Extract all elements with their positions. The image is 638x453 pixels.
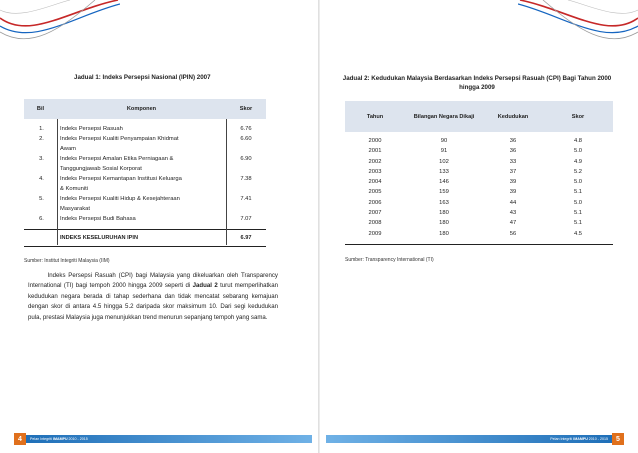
total-label: INDEKS KESELURUHAN IPIN [60,235,139,241]
cell-tahun: 2000 [368,138,382,144]
cell-skor: 5.1 [573,189,583,196]
table-row [24,204,266,214]
cell-kedudukan: 36 [509,148,517,155]
cell-kedudukan: 37 [509,168,517,175]
cell-bilangan: 146 [439,179,449,186]
cell-kedudukan: 36 [509,138,517,144]
cell-bil: 1. [39,126,44,132]
table-row [345,136,613,146]
table-row [24,144,266,154]
cell-tahun: 2008 [368,220,382,227]
table-row [345,177,613,187]
table-row [345,157,613,167]
table1-source: Sumber: Institut Integriti Malaysia (IIM) [24,258,110,264]
corner-swirl-decoration-right [518,0,638,60]
cell-skor: 4.8 [573,138,583,144]
cell-skor: 4.5 [573,230,583,237]
paragraph-text: turut memperlihatkan kedudukan negara berada di tahap sederhana dan tidak mencatat sebarang kemajuan dengan skor di antara 4.5 hingga 5.2 daripada skor maksimum 10. Dari segi kedudukan pula, prestasi Malaysia juga menunjukkan trend menurun sepanjang tempoh yang sama. [28,282,279,321]
page-number: 5 [612,433,624,445]
cell-bilangan: 180 [439,220,449,227]
column-divider [226,119,227,245]
cell-bilangan: 91 [440,148,448,155]
cell-skor: 5.2 [573,168,583,175]
cell-skor: 6.76 [240,126,252,132]
footer-years: 2010 - 2015 [67,437,88,441]
table-row [345,208,613,218]
cell-bilangan: 159 [439,189,449,196]
cell-skor: 5.0 [573,148,583,155]
cell-kedudukan: 33 [509,158,517,165]
cell-tahun: 2003 [368,168,382,175]
table-row [24,214,266,224]
cell-komponen: Masyarakat [60,206,90,212]
table2-body [345,132,613,245]
table-row [24,134,266,144]
table2-header-bilangan: Bilangan Negara Dikaji [413,113,475,120]
cell-komponen: Indeks Persepsi Amalan Etika Perniagaan & [60,156,174,162]
table-row [345,229,613,239]
cell-komponen: Indeks Persepsi Rasuah [60,126,123,132]
cell-kedudukan: 47 [509,220,517,227]
cell-skor: 7.38 [240,176,252,182]
cell-bilangan: 180 [439,230,449,237]
cell-bil [24,204,57,214]
cell-kedudukan: 43 [509,210,517,217]
paragraph-text: Indeks Persepsi Rasuah (CPI) bagi Malaysia yang dikeluarkan oleh Transparency International (TI) bagi tempoh 2000 hingga 2009 seperti di [28,272,278,290]
cell-skor [226,184,266,194]
table-row [345,198,613,208]
table-row [345,167,613,177]
table-row [24,174,266,184]
cell-bil [24,164,57,174]
cell-bilangan: 102 [439,158,449,165]
cell-bil [24,184,57,194]
total-skor: 6.97 [240,235,252,241]
cell-komponen: Indeks Persepsi Kualiti Penyampaian Khidmat [60,136,179,142]
cell-skor: 7.41 [240,196,252,202]
table2-header [345,101,613,132]
cell-tahun: 2004 [368,179,382,186]
cell-komponen: Indeks Persepsi Kualiti Hidup & Kesejahteraan [60,196,180,202]
footer-brand: IMAMPU [52,437,68,441]
cell-bilangan: 180 [439,210,449,217]
table2-header-skor: Skor [571,113,585,120]
cell-skor: 7.07 [240,216,252,222]
cell-kedudukan: 44 [509,199,517,206]
cell-skor: 5.0 [573,199,583,206]
footer-bar [26,435,312,443]
cell-bil: 6. [39,216,44,222]
cell-kedudukan: 39 [509,179,517,186]
table2-title: Jadual 2: Kedudukan Malaysia Berdasarkan Indeks Persepsi Rasuah (CPI) Bagi Tahun 2000 hingga 2009 [342,75,612,91]
column-divider [57,119,58,245]
table1-header-skor: Skor [239,106,253,112]
cell-tahun: 2007 [368,210,382,217]
table-row [345,187,613,197]
table2 [345,101,613,245]
table-row [345,146,613,156]
cell-bil: 2. [39,136,44,142]
cell-komponen: Awam [60,146,77,152]
table-row [24,184,266,194]
table1-total-row [24,229,266,247]
cell-kedudukan: 39 [509,189,517,196]
cell-tahun: 2001 [368,148,382,155]
cell-skor: 4.9 [573,158,583,165]
cell-komponen: Indeks Persepsi Budi Bahasa [60,216,136,222]
cell-bil: 5. [39,196,44,202]
cell-tahun: 2006 [368,199,382,206]
table-row [24,154,266,164]
table1-header-komponen: Komponen [126,106,157,112]
table1-header-bil: Bil [36,106,45,112]
table-row [24,124,266,134]
cell-tahun: 2005 [368,189,382,196]
page-number: 4 [14,433,26,445]
cell-komponen: Indeks Persepsi Kemantapan Institusi Keluarga [60,176,182,182]
footer-text: Pelan Integriti [550,437,574,441]
paragraph-bold-ref: Jadual 2 [192,282,218,290]
footer-right [326,433,624,445]
table1-body [24,119,266,229]
table-row [24,164,266,174]
cell-bil [24,144,57,154]
cell-bilangan: 90 [440,138,448,144]
cell-komponen: Tanggungjawab Sosial Korporat [60,166,142,172]
table-row [24,194,266,204]
cell-kedudukan: 56 [509,230,517,237]
cell-bilangan: 163 [439,199,449,206]
cell-bil: 3. [39,156,44,162]
cell-skor: 5.0 [573,179,583,186]
table2-header-kedudukan: Kedudukan [497,113,529,120]
cell-bil: 4. [39,176,44,182]
footer-years: 2010 - 2015 [587,437,608,441]
page-spine [318,0,320,453]
cell-bilangan: 133 [439,168,449,175]
table1 [24,99,266,247]
table1-title: Jadual 1: Indeks Persepsi Nasional (IPIN) 2007 [74,74,211,81]
cell-komponen: & Komuniti [60,186,89,192]
table2-source: Sumber: Transparency International (TI) [345,257,434,263]
cell-skor [226,204,266,214]
cell-tahun: 2002 [368,158,382,165]
cell-skor: 5.1 [573,220,583,227]
cell-skor: 6.90 [240,156,252,162]
footer-left [14,433,312,445]
cell-skor: 5.1 [573,210,583,217]
cell-tahun: 2009 [368,230,382,237]
cell-skor [226,164,266,174]
footer-bar [326,435,612,443]
table-row [345,218,613,228]
table2-header-tahun: Tahun [366,113,384,120]
cell-skor: 6.60 [240,136,252,142]
footer-text: Pelan Integriti [30,437,53,441]
table1-header [24,99,266,119]
corner-swirl-decoration-left [0,0,120,60]
cell-skor [226,144,266,154]
footer-brand: IMAMPU [573,437,588,441]
body-paragraph [28,271,278,323]
